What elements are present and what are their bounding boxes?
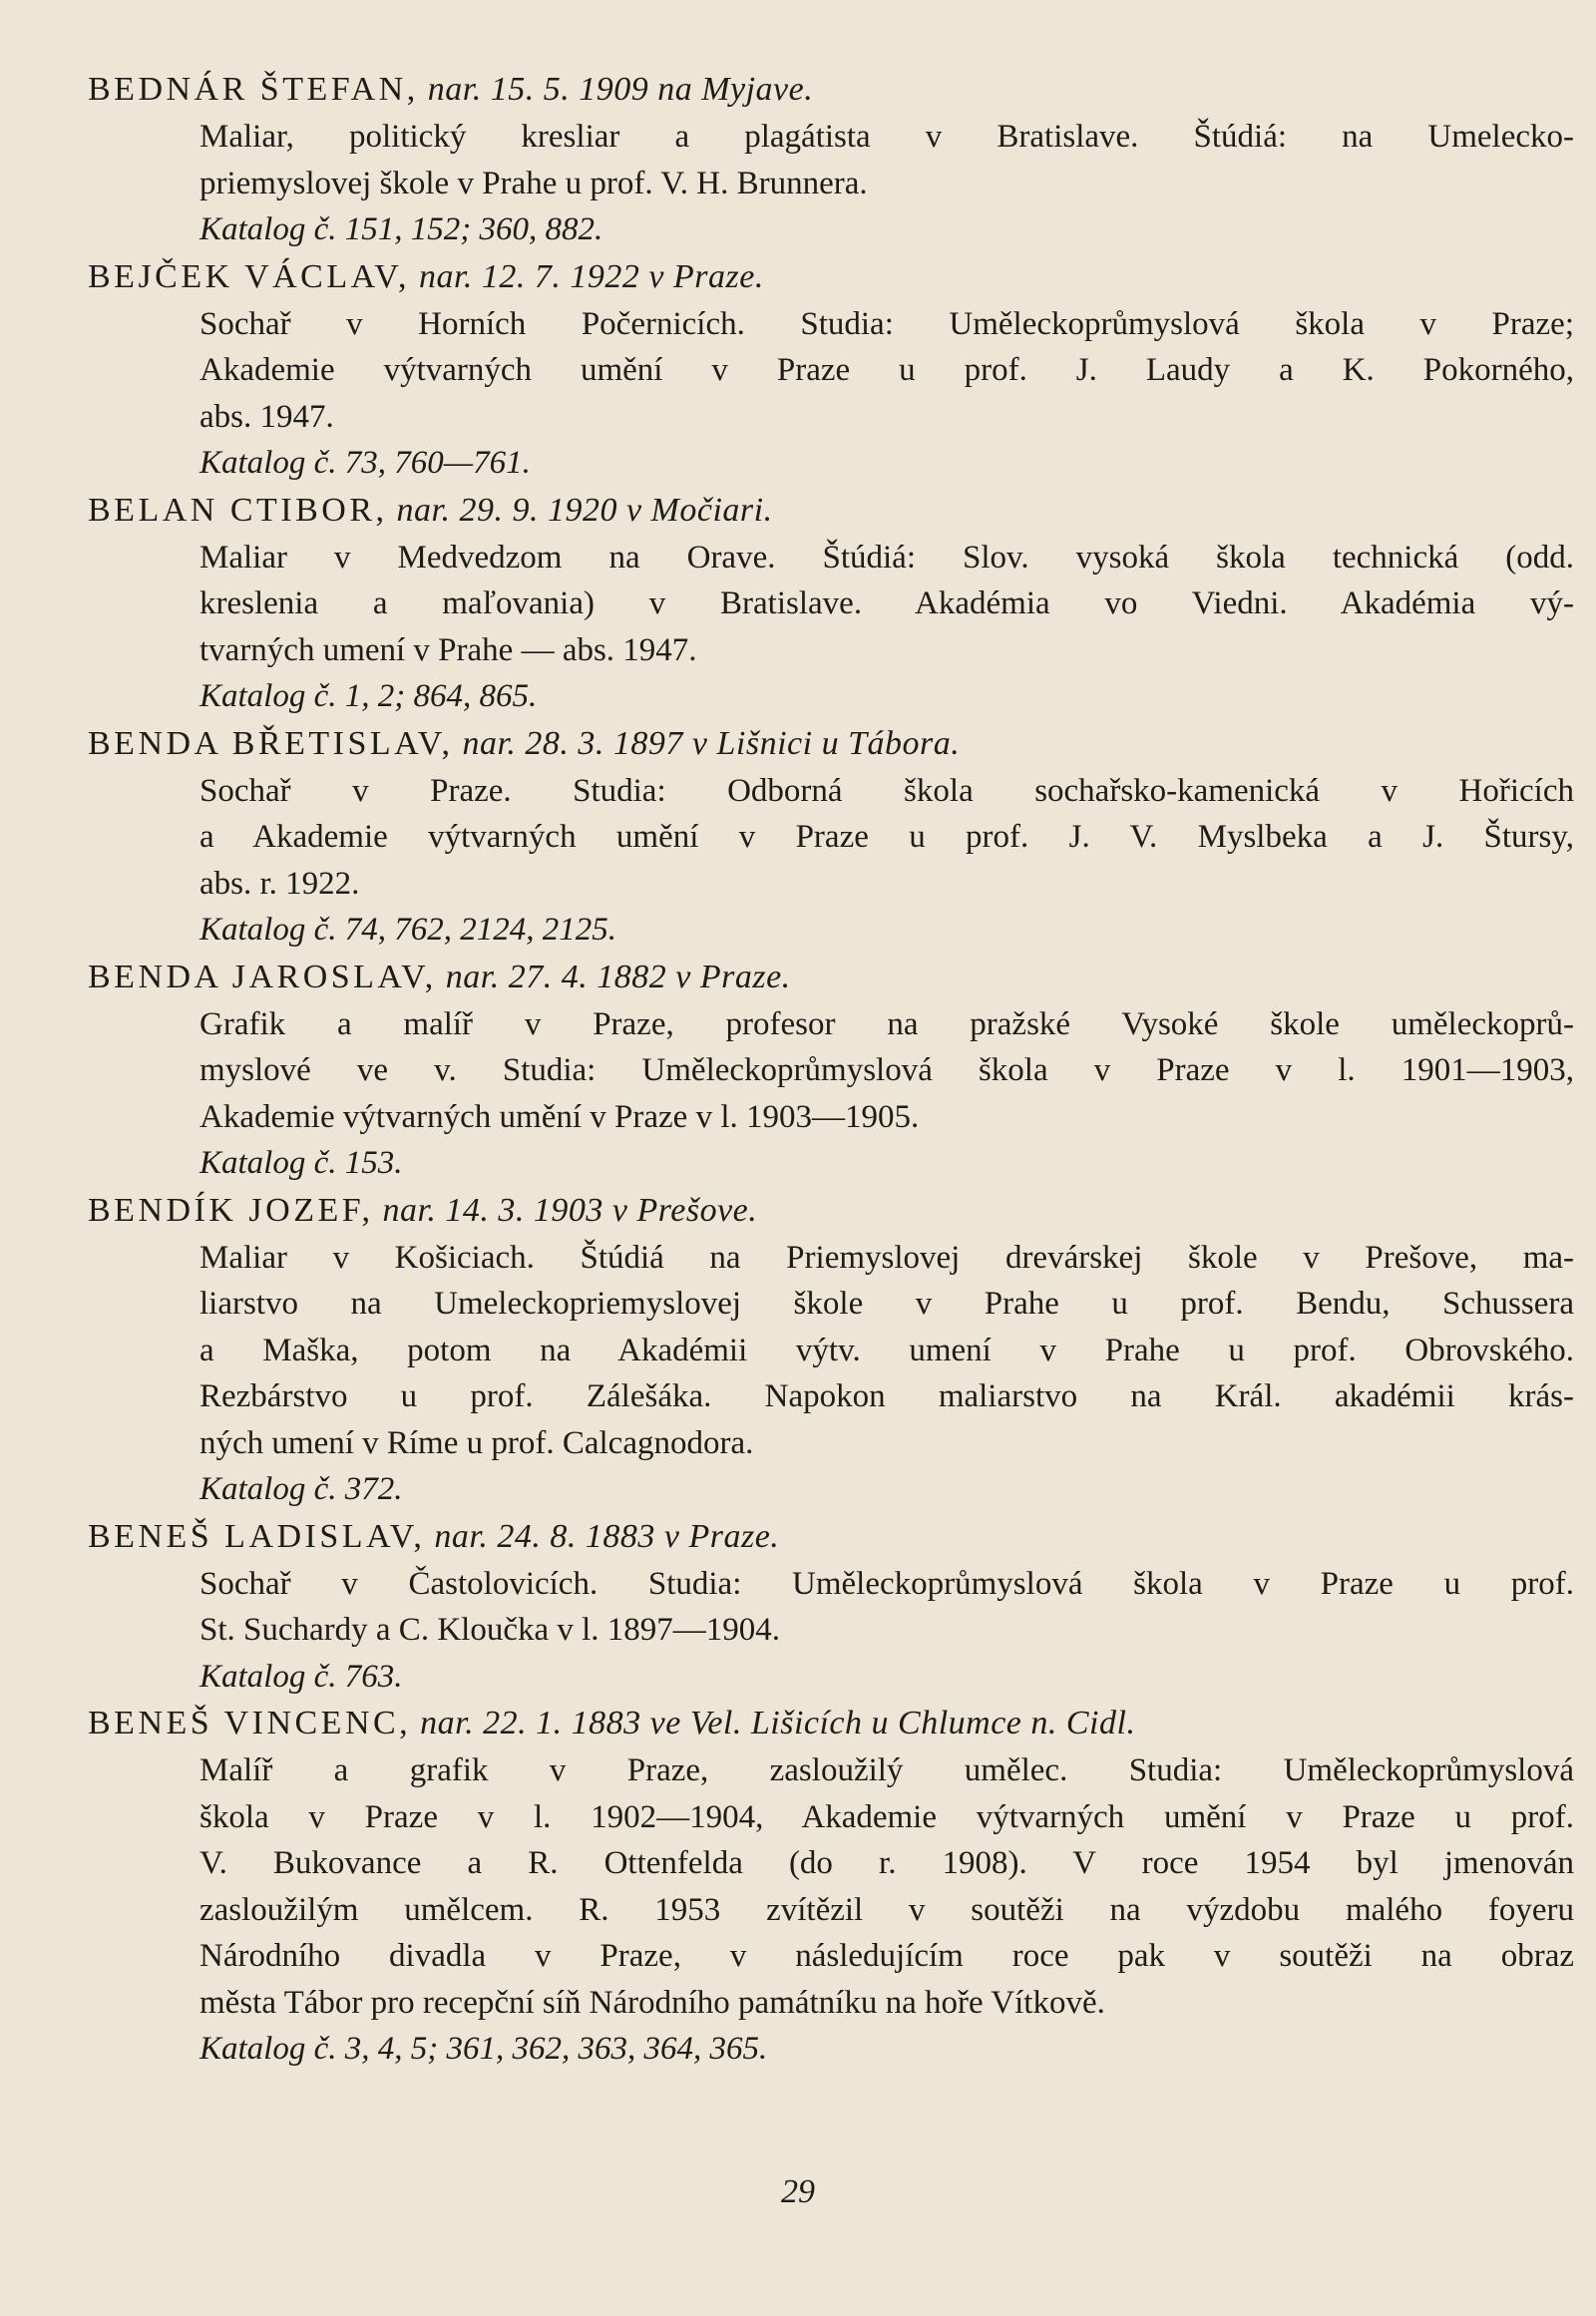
description-line: škola v Praze v l. 1902—1904, Akademie výtvarných umění v Praze u prof. bbox=[200, 1798, 1574, 1835]
description-line: ných umení v Ríme u prof. Calcagnodora. bbox=[200, 1424, 754, 1461]
artist-name: BEJČEK VÁCLAV, bbox=[88, 257, 410, 295]
description-line: Grafik a malíř v Praze, profesor na pražské Vysoké škole uměleckoprů- bbox=[200, 1005, 1574, 1042]
entry-description bbox=[200, 301, 1574, 487]
description-line: města Tábor pro recepční síň Národního památníku na hoře Vítkově. bbox=[200, 1984, 1105, 2021]
description-line: Maliar v Medvedzom na Orave. Štúdiá: Slov. vysoká škola technická (odd. bbox=[200, 539, 1574, 576]
artist-name: BENDA JAROSLAV, bbox=[88, 958, 437, 995]
artist-entry bbox=[88, 1700, 1574, 2073]
artist-entry bbox=[88, 1187, 1574, 1513]
artist-entry bbox=[88, 1513, 1574, 1701]
birth-info: nar. 22. 1. 1883 ve Vel. Lišicích u Chlumce n. Cidl. bbox=[420, 1705, 1136, 1741]
entry-description bbox=[200, 1001, 1574, 1187]
entry-heading bbox=[88, 66, 1504, 114]
entry-heading bbox=[88, 954, 1504, 1001]
artist-entry bbox=[88, 720, 1574, 954]
catalog-reference: Katalog č. 763. bbox=[200, 1658, 403, 1695]
description-line: Národního divadla v Praze, v následujícím roce pak v soutěži na obraz bbox=[200, 1938, 1574, 1974]
artist-entry bbox=[88, 253, 1574, 487]
catalog-reference: Katalog č. 1, 2; 864, 865. bbox=[200, 678, 538, 714]
description-line: abs. 1947. bbox=[200, 398, 334, 435]
catalog-reference: Katalog č. 74, 762, 2124, 2125. bbox=[200, 912, 616, 948]
birth-info: nar. 24. 8. 1883 v Praze. bbox=[434, 1517, 780, 1555]
birth-info: nar. 27. 4. 1882 v Praze. bbox=[445, 958, 791, 995]
description-line: a Maška, potom na Akadémii výtv. umení v Prahe u prof. Obrovského. bbox=[200, 1332, 1574, 1368]
description-line: Maliar, politický kresliar a plagátista v Bratislave. Štúdiá: na Umelecko- bbox=[200, 119, 1574, 155]
artist-entry bbox=[88, 66, 1574, 253]
artist-entry bbox=[88, 487, 1574, 720]
artist-name: BENEŠ LADISLAV, bbox=[88, 1517, 426, 1555]
biography-entries bbox=[88, 66, 1574, 2073]
artist-name: BENEŠ VINCENC, bbox=[88, 1705, 412, 1741]
catalog-reference: Katalog č. 3, 4, 5; 361, 362, 363, 364, 365. bbox=[200, 2031, 768, 2067]
description-line: a Akademie výtvarných umění v Praze u prof. J. V. Myslbeka a J. Štursy, bbox=[200, 819, 1574, 855]
artist-entry bbox=[88, 954, 1574, 1187]
birth-info: nar. 15. 5. 1909 na Myjave. bbox=[427, 71, 814, 108]
entry-description bbox=[200, 1235, 1574, 1513]
page-number: 29 bbox=[781, 2173, 815, 2210]
artist-name: BELAN CTIBOR, bbox=[88, 491, 388, 529]
description-line: St. Suchardy a C. Kloučka v l. 1897—1904. bbox=[200, 1612, 781, 1648]
catalog-reference: Katalog č. 372. bbox=[200, 1471, 403, 1507]
description-line: liarstvo na Umeleckopriemyslovej škole v Prahe u prof. Bendu, Schussera bbox=[200, 1286, 1574, 1322]
catalog-reference: Katalog č. 151, 152; 360, 882. bbox=[200, 211, 603, 247]
description-line: abs. r. 1922. bbox=[200, 865, 360, 902]
description-line: myslové ve v. Studia: Uměleckoprůmyslová škola v Praze v l. 1901—1903, bbox=[200, 1052, 1574, 1088]
entry-description bbox=[200, 1747, 1574, 2073]
artist-name: BENDA BŘETISLAV, bbox=[88, 724, 454, 762]
description-line: Malíř a grafik v Praze, zasloužilý umělec. Studia: Uměleckoprůmyslová bbox=[200, 1752, 1574, 1788]
entry-heading bbox=[88, 253, 1504, 301]
description-line: zasloužilým umělcem. R. 1953 zvítězil v soutěži na výzdobu malého foyeru bbox=[200, 1891, 1574, 1928]
birth-info: nar. 28. 3. 1897 v Lišnici u Tábora. bbox=[462, 724, 961, 762]
description-line: V. Bukovance a R. Ottenfelda (do r. 1908). V roce 1954 byl jmenován bbox=[200, 1845, 1574, 1881]
entry-heading bbox=[88, 487, 1504, 535]
description-line: Sochař v Častolovicích. Studia: Uměleckoprůmyslová škola v Praze u prof. bbox=[200, 1565, 1574, 1602]
description-line: Rezbárstvo u prof. Zálešáka. Napokon maliarstvo na Král. akadémii krás- bbox=[200, 1378, 1574, 1414]
description-line: Maliar v Košiciach. Štúdiá na Priemyslovej drevárskej škole v Prešove, ma- bbox=[200, 1239, 1574, 1276]
description-line: priemyslovej škole v Prahe u prof. V. H. Brunnera. bbox=[200, 165, 868, 201]
entry-heading bbox=[88, 1187, 1504, 1235]
entry-heading bbox=[88, 720, 1504, 768]
birth-info: nar. 12. 7. 1922 v Praze. bbox=[418, 257, 764, 295]
entry-heading bbox=[88, 1700, 1504, 1747]
description-line: Sochař v Praze. Studia: Odborná škola sochařsko-kamenická v Hořicích bbox=[200, 772, 1574, 809]
birth-info: nar. 29. 9. 1920 v Močiari. bbox=[396, 491, 773, 529]
entry-description bbox=[200, 114, 1574, 253]
description-line: Akademie výtvarných umění v Praze u prof. J. Laudy a K. Pokorného, bbox=[200, 352, 1574, 388]
entry-description bbox=[200, 768, 1574, 954]
birth-info: nar. 14. 3. 1903 v Prešove. bbox=[382, 1191, 758, 1229]
entry-heading bbox=[88, 1513, 1504, 1561]
entry-description bbox=[200, 535, 1574, 720]
entry-description bbox=[200, 1561, 1574, 1701]
artist-name: BENDÍK JOZEF, bbox=[88, 1191, 374, 1229]
description-line: Sochař v Horních Počernicích. Studia: Uměleckoprůmyslová škola v Praze; bbox=[200, 305, 1574, 342]
catalog-reference: Katalog č. 153. bbox=[200, 1145, 403, 1181]
description-line: kreslenia a maľovania) v Bratislave. Akadémia vo Viedni. Akadémia vý- bbox=[200, 585, 1574, 621]
description-line: tvarných umení v Prahe — abs. 1947. bbox=[200, 631, 697, 668]
artist-name: BEDNÁR ŠTEFAN, bbox=[88, 71, 419, 108]
catalog-reference: Katalog č. 73, 760—761. bbox=[200, 445, 531, 481]
description-line: Akademie výtvarných umění v Praze v l. 1903—1905. bbox=[200, 1098, 920, 1135]
